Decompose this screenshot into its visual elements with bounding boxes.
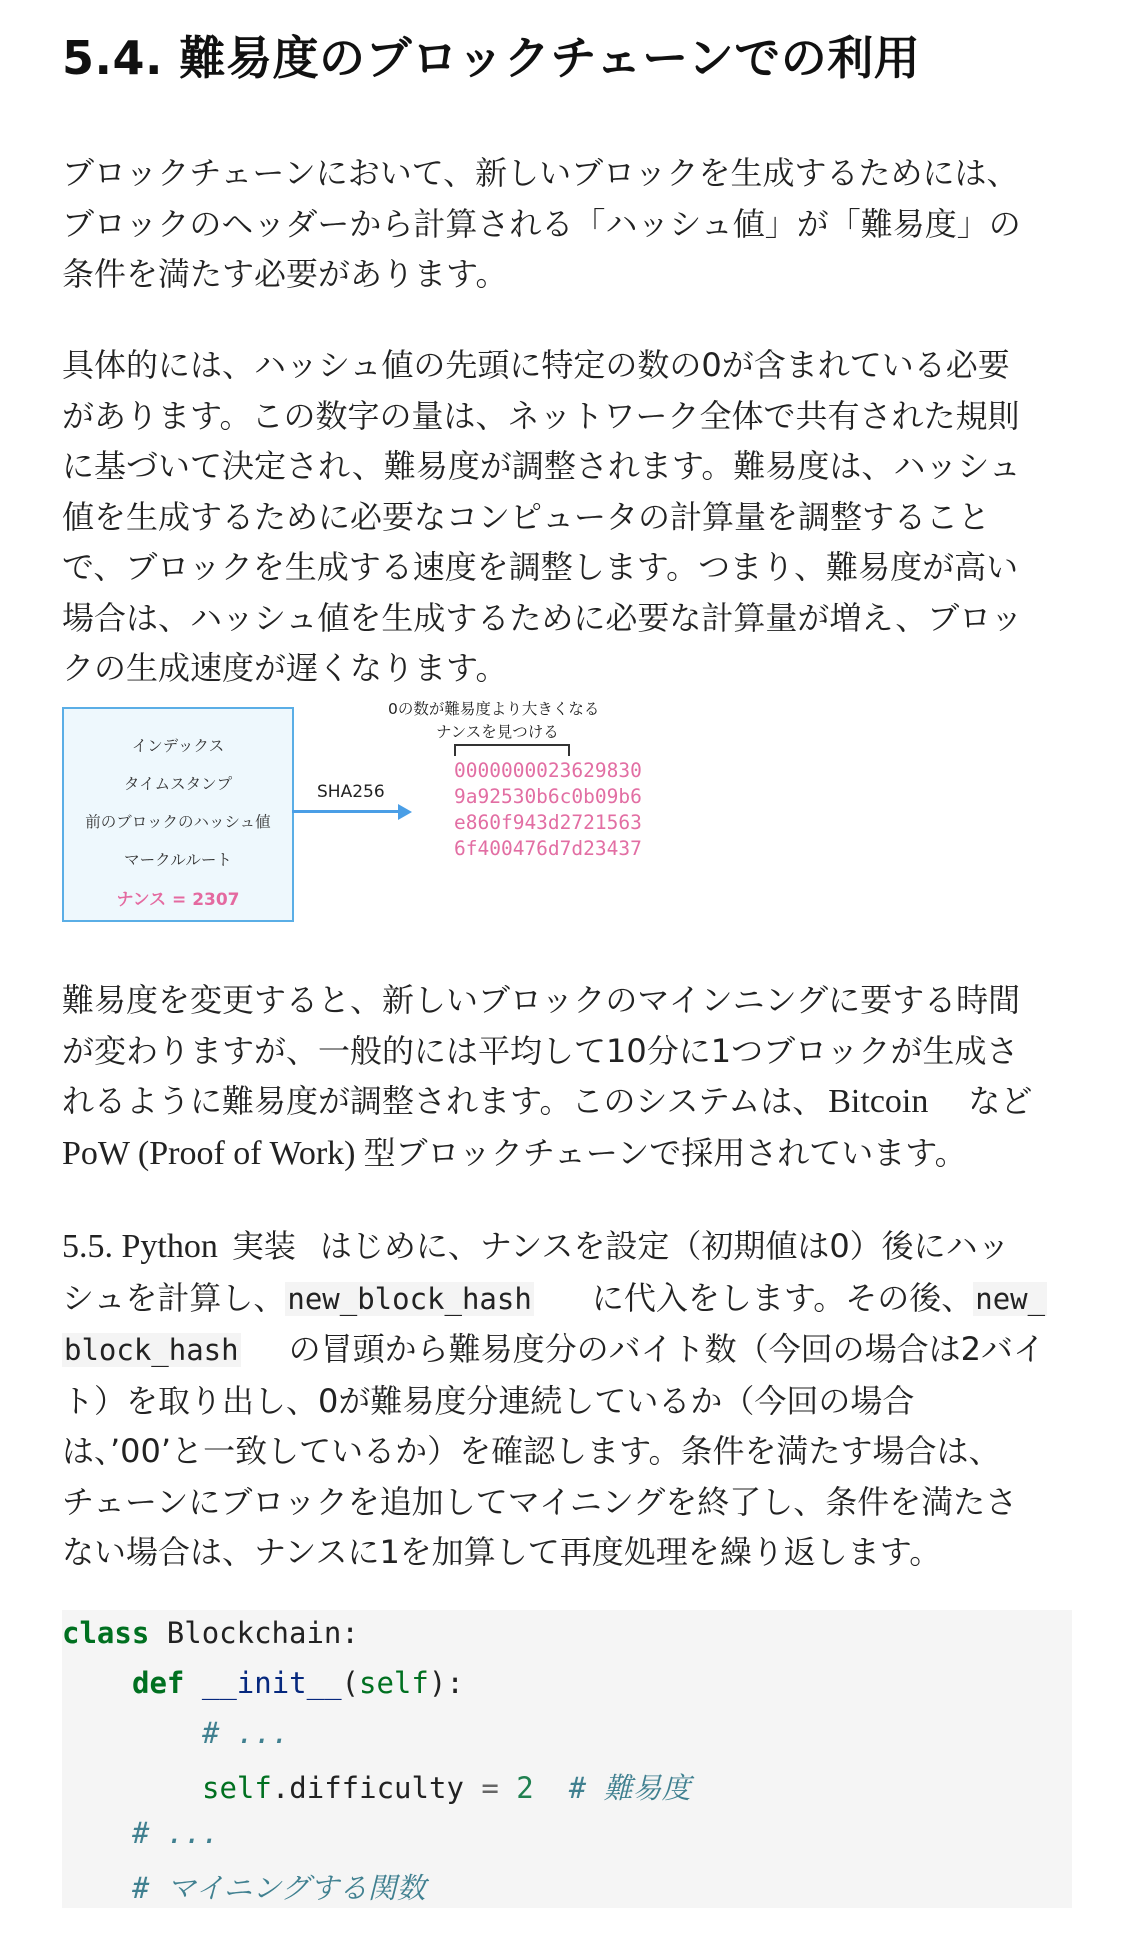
code-operator: = <box>481 1771 499 1805</box>
text-line <box>62 1128 1072 1180</box>
sha256-label: SHA256 <box>317 782 385 802</box>
leading-zeros-bracket <box>454 744 570 756</box>
code-line <box>132 1816 219 1850</box>
arrow-right-icon <box>398 804 412 820</box>
paragraph-detail <box>62 340 1072 694</box>
code-text: ( <box>341 1666 360 1700</box>
text-line: 値を生成するために必要なコンピュータの計算量を調整すること <box>62 497 991 536</box>
text-line <box>62 1324 1072 1376</box>
code-function-name: __init__ <box>201 1666 342 1700</box>
text-segment: 型ブロックチェーンで採用されています。 <box>363 1133 967 1172</box>
header-field-index: インデックス <box>131 737 225 755</box>
text-line: ない場合は、ナンスに1を加算して再度処理を繰り返します。 <box>62 1533 942 1571</box>
text-segment: シュを計算し、 <box>62 1278 286 1317</box>
text-line: 条件を満たす必要があります。 <box>62 255 508 293</box>
code-line <box>132 1866 426 1907</box>
text-line: ブロックチェーンにおいて、新しいブロックを生成するためには、 <box>62 154 1019 192</box>
caption-bottom: ナンスを見つける <box>436 723 559 741</box>
text-segment: 実装 <box>231 1227 296 1265</box>
text-line: ト）を取り出し、0が難易度分連続しているか（今回の場合 <box>62 1381 915 1420</box>
inline-code: new_ <box>975 1281 1046 1316</box>
code-number: 2 <box>516 1771 534 1805</box>
code-comment: # マイニングする関数 <box>132 1871 426 1905</box>
subsection-number: 5.5. Python <box>62 1228 218 1265</box>
header-field-merkle-root: マークルルート <box>124 851 232 869</box>
text-line <box>62 1221 1072 1273</box>
code-line <box>202 1766 691 1807</box>
hash-difficulty-diagram <box>62 700 702 930</box>
code-builtin: self <box>202 1771 272 1805</box>
text-line <box>62 1273 1072 1325</box>
text-segment: など <box>968 1082 1033 1120</box>
header-field-prev-hash: 前のブロックのハッシュ値 <box>85 813 271 831</box>
header-field-nonce: ナンス = 2307 <box>116 890 240 910</box>
code-line <box>202 1716 289 1750</box>
code-comment: # 難易度 <box>568 1771 691 1805</box>
text-line: に基づいて決定され、難易度が調整されます。難易度は、ハッシュ <box>62 447 1021 485</box>
text-line: 具体的には、ハッシュ値の先頭に特定の数の0が含まれている必要 <box>62 346 1010 384</box>
code-line <box>62 1616 359 1650</box>
code-comment: # ... <box>132 1816 220 1850</box>
pow-term: PoW (Proof of Work) <box>62 1134 356 1172</box>
caption-top: 0の数が難易度より大きくなる <box>388 700 600 718</box>
text-segment: れるように難易度が調整されます。このシステムは、 <box>62 1082 825 1120</box>
code-line <box>132 1666 464 1700</box>
text-segment: はじめに、ナンスを設定（初期値は0）後にハッ <box>319 1227 1010 1265</box>
text-line: ブロックのヘッダーから計算される「ハッシュ値」が「難易度」の <box>62 204 1021 243</box>
paragraph-python-impl <box>62 1221 1072 1578</box>
paragraph-difficulty-adjust <box>62 975 1072 1179</box>
code-keyword: def <box>132 1666 185 1700</box>
text-segment: の冒頭から難易度分のバイト数（今回の場合は2バイ <box>288 1330 1045 1368</box>
code-comment: # ... <box>202 1716 290 1750</box>
text-line: があります。この数字の量は、ネットワーク全体で共有された規則 <box>62 396 1020 435</box>
text-line: が変わりますが、一般的には平均して10分に1つブロックが生成さ <box>62 1031 1019 1070</box>
section-heading: 5.4. 難易度のブロックチェーンでの利用 <box>62 31 921 85</box>
hash-line: 9a92530b6c0b09b6 <box>454 785 642 808</box>
text-line: は、’00’と一致しているか）を確認します。条件を満たす場合は、 <box>62 1432 1001 1470</box>
header-field-timestamp: タイムスタンプ <box>123 775 233 793</box>
text-line: 難易度を変更すると、新しいブロックのマインニングに要する時間 <box>62 981 1021 1019</box>
code-keyword: class <box>62 1616 150 1650</box>
arrow-line <box>292 810 400 813</box>
inline-code: block_hash <box>64 1333 239 1367</box>
inline-code: new_block_hash <box>287 1281 532 1316</box>
code-builtin: self <box>359 1666 429 1700</box>
text-line: 場合は、ハッシュ値を生成するために必要な計算量が増え、ブロッ <box>62 598 1023 637</box>
text-line: で、ブロックを生成する速度を調整します。つまり、難易度が高い <box>62 548 1019 586</box>
code-text: Blockchain: <box>149 1616 359 1650</box>
code-text: ): <box>428 1666 464 1700</box>
hash-line: 0000000023629830 <box>454 759 642 782</box>
code-block <box>62 1610 1072 1908</box>
text-line: チェーンにブロックを追加してマイニングを終了し、条件を満たさ <box>62 1482 1018 1521</box>
text-segment: に代入をします。その後、 <box>591 1278 974 1317</box>
block-header-box <box>62 707 294 922</box>
hash-line: 6f400476d7d23437 <box>454 837 642 860</box>
bitcoin-term: Bitcoin <box>828 1083 929 1120</box>
text-line: クの生成速度が遅くなります。 <box>62 649 508 687</box>
paragraph-intro <box>62 148 1072 300</box>
hash-line: e860f943d2721563 <box>454 811 642 834</box>
code-text: .difficulty <box>271 1771 482 1805</box>
text-line <box>62 1076 1072 1128</box>
